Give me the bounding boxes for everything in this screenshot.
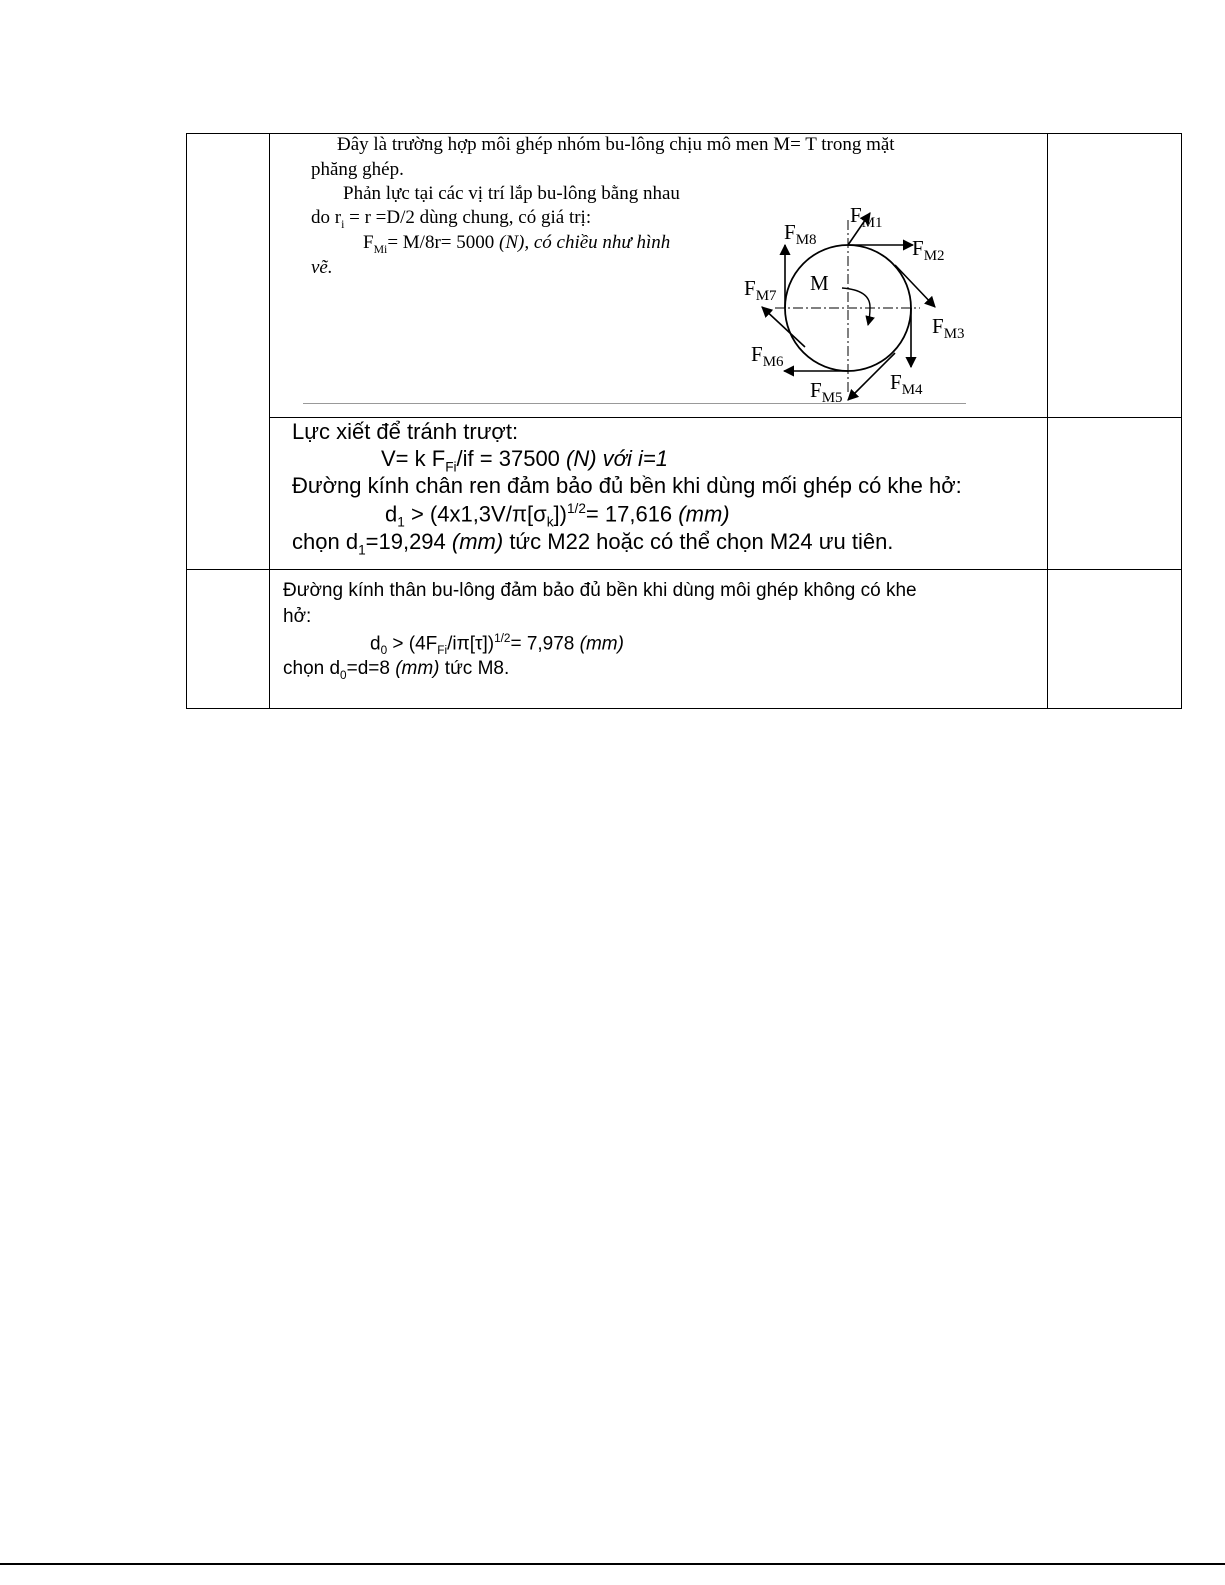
row2-line2: V= k $F_{Fi}/if = 37500$ (N) với i=1 — [381, 446, 668, 475]
label-fm8: $F_{M8}$ — [784, 220, 817, 249]
label-fm4: $F_{M4}$ — [890, 370, 923, 399]
row2-line3: Đường kính chân ren đảm bảo đủ bền khi dùng mối ghép có khe hở: — [292, 473, 962, 498]
row2-line4: $d_1 > (4x1,3V/\pi[\sigma_k])^{1/2}= 17,616$ (mm) — [385, 501, 730, 530]
row1-line5: $F_{Mi}= M/8r= 5000$ (N), có chiều như hình — [363, 232, 671, 256]
label-fm3: $F_{M3}$ — [932, 314, 965, 343]
label-moment: M — [810, 271, 829, 295]
table-border-left — [186, 133, 187, 709]
row-divider-1 — [269, 417, 1182, 418]
row1-line1: Đây là trường hợp môi ghép nhóm bu-lông chịu mô men M= T trong mặt — [337, 134, 895, 155]
row3-line3: $d_0 > (4F_{Fi}/i\pi[\tau])^{1/2}= 7,978$ (mm) — [370, 632, 624, 658]
label-fm7: $F_{M7}$ — [744, 276, 777, 305]
table-border-bottom — [186, 708, 1182, 709]
force-arrow-m7 — [762, 307, 805, 347]
row2-line5: chọn $d_1=19,294$ (mm) tức M22 hoặc có thể chọn M24 ưu tiên. — [292, 529, 894, 558]
page-bottom-rule — [0, 1563, 1225, 1565]
moment-arrow — [842, 288, 870, 325]
row3-line4: chọn $d_0=d=8$ (mm) tức M8. — [283, 658, 510, 682]
row1-line6: vẽ. — [311, 257, 333, 278]
label-fm1: $F_{M1}$ — [850, 203, 883, 232]
force-arrow-m3 — [895, 265, 935, 307]
table-border-right — [1181, 133, 1182, 709]
row-divider-2 — [186, 569, 1182, 570]
row3-line2: hở: — [283, 606, 312, 627]
column-divider-2 — [1047, 133, 1048, 709]
row1-line4: do $r_i = r =D/2$ dùng chung, có giá trị: — [311, 207, 592, 231]
row3-line1: Đường kính thân bu-lông đảm bảo đủ bền khi dùng môi ghép không có khe — [283, 580, 917, 601]
row1-line3: Phản lực tại các vị trí lắp bu-lông bằng nhau — [343, 183, 680, 204]
label-fm5: $F_{M5}$ — [810, 378, 843, 407]
row1-line2: phăng ghép. — [311, 159, 404, 180]
label-fm2: $F_{M2}$ — [912, 236, 945, 265]
label-fm6: $F_{M6}$ — [751, 342, 784, 371]
row2-line1: Lực xiết để tránh trượt: — [292, 419, 519, 444]
force-arrow-m5 — [848, 353, 895, 400]
column-divider-1 — [269, 133, 270, 709]
